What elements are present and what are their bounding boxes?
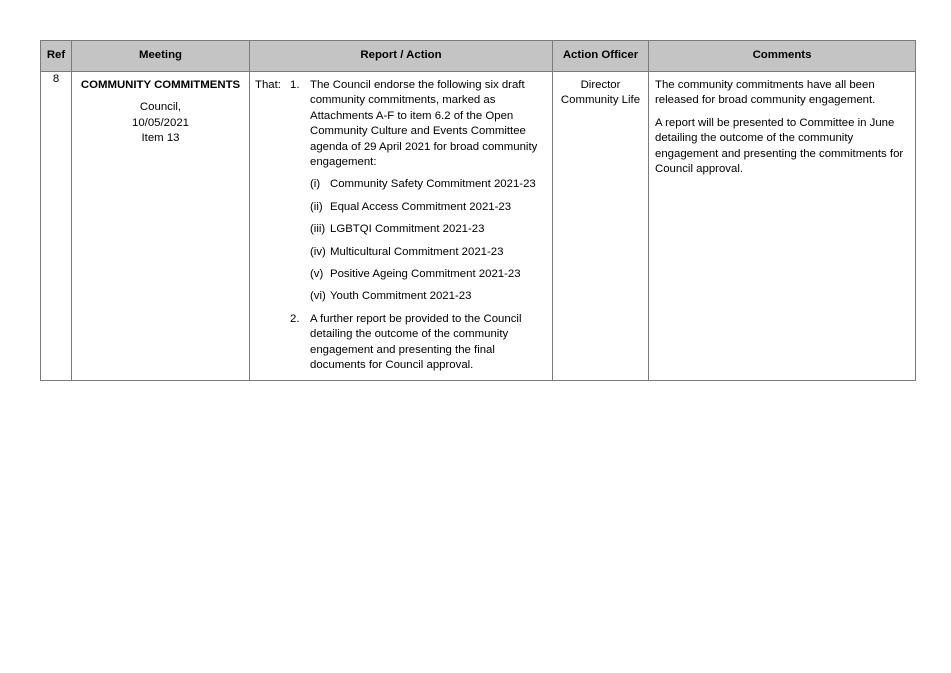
officer-department: Community Life [560,94,641,107]
subitem-number: (v) [310,268,324,281]
item-body [310,78,544,305]
that-label: That: [255,79,281,91]
header-ref: Ref [41,41,72,72]
meeting-title: COMMUNITY COMMITMENTS [80,79,241,91]
list-item [310,289,544,304]
table-row [41,72,916,381]
meeting-item: Item 13 [141,132,180,145]
item-number: 2. [290,312,300,325]
list-item [290,78,544,305]
meeting-date: 10/05/2021 [131,116,189,129]
header-comments: Comments [649,41,916,72]
comment-paragraph: The community commitments have all been released for broad community engagement. [655,79,876,107]
ref-cell: 8 [41,72,72,381]
header-row [41,41,916,72]
subitem-number: (vi) [310,290,326,303]
action-table [40,40,916,381]
resolution-list [290,78,544,374]
comment-paragraph: A report will be presented to Committee in June detailing the outcome of the community engagement and presenting the commitments for Council approval. [655,116,904,176]
subitem-text: Youth Commitment 2021-23 [330,290,472,303]
comments-cell [649,72,916,381]
subitem-number: (iii) [310,223,326,236]
list-item [310,200,544,215]
subitem-number: (iv) [310,245,326,258]
meeting-body: Council, [139,101,182,114]
subitem-text: LGBTQI Commitment 2021-23 [330,223,485,236]
report-action-cell [250,72,553,381]
resolution [255,78,544,374]
commitment-list [310,177,544,304]
header-report-action: Report / Action [250,41,553,72]
subitem-text: Multicultural Commitment 2021-23 [330,245,504,258]
meeting-cell [72,72,250,381]
list-item [310,222,544,237]
list-item [290,312,544,374]
list-item [310,267,544,282]
officer-title: Director [580,79,621,91]
item-text: A further report be provided to the Council detailing the outcome of the community engagement and presenting the final documents for Council approval. [310,312,522,372]
subitem-text: Positive Ageing Commitment 2021-23 [330,268,521,281]
action-officer-cell [553,72,649,381]
list-item [310,177,544,192]
item-body [310,312,544,374]
item-number: 1. [290,79,300,91]
subitem-text: Community Safety Commitment 2021-23 [330,178,536,191]
item-text: The Council endorse the following six draft community commitments, marked as Attachments A-F to item 6.2 of the Open Community Culture and Events Committee agenda of 29 April 2021 for broad community engagement: [310,79,538,169]
header-action-officer: Action Officer [553,41,649,72]
header-meeting: Meeting [72,41,250,72]
subitem-number: (ii) [310,200,323,213]
list-item [310,245,544,260]
subitem-number: (i) [310,178,321,191]
subitem-text: Equal Access Commitment 2021-23 [330,200,512,213]
